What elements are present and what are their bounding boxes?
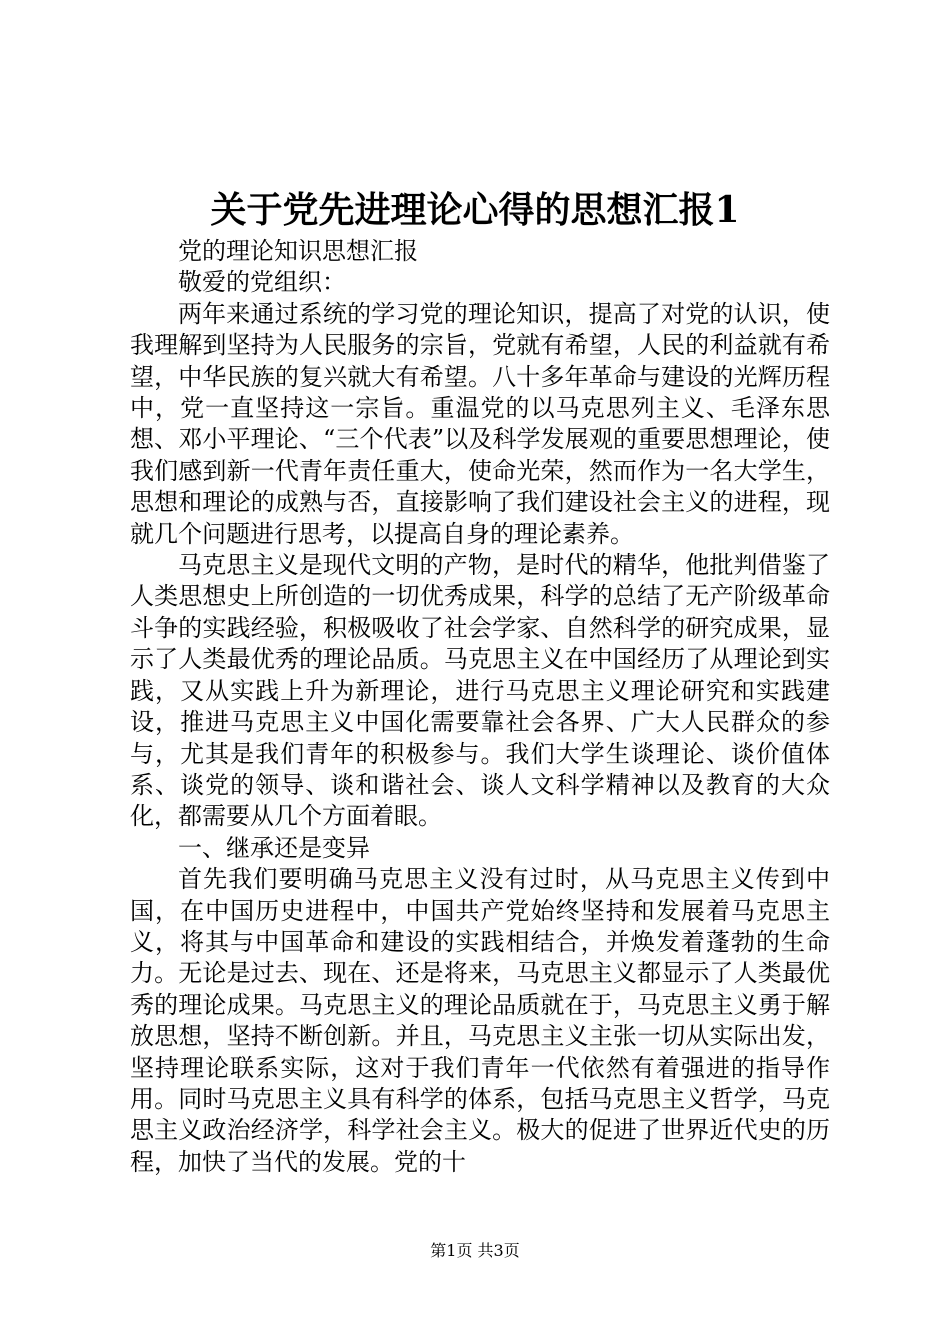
salutation-paragraph: 敬爱的党组织： (178, 268, 346, 297)
document-title: 关于党先进理论心得的思想汇报1 (210, 189, 740, 231)
section-heading: 一、继承还是变异 (178, 833, 370, 862)
document-body (130, 236, 830, 1178)
body-paragraph: 首先我们要明确马克思主义没有过时，从马克思主义传到中国，在中国历史进程中，中国共产党始终坚持和发展着马克思主义，将其与中国革命和建设的实践相结合，并焕发着蓬勃的生命力。无论是过去、现在、还是将来，马克思主义都显示了人类最优秀的理论成果。马克思主义的理论品质就在于，马克思主义勇于解放思想，坚持不断创新。并且，马克思主义主张一切从实际出发，坚持理论联系实际，这对于我们青年一代依然有着强进的指导作用。同时马克思主义具有科学的体系，包括马克思主义哲学，马克思主义政治经济学，科学社会主义。极大的促进了世界近代史的历程，加快了当代的发展。党的十 (130, 865, 830, 1176)
body-paragraph: 两年来通过系统的学习党的理论知识，提高了对党的认识，使我理解到坚持为人民服务的宗旨，党就有希望，人民的利益就有希望，中华民族的复兴就大有希望。八十多年革命与建设的光辉历程中，党一直坚持这一宗旨。重温党的以马克思列主义、毛泽东思想、邓小平理论、“三个代表”以及科学发展观的重要思想理论，使我们感到新一代青年责任重大，使命光荣，然而作为一名大学生，思想和理论的成熟与否，直接影响了我们建设社会主义的进程，现就几个问题进行思考，以提高自身的理论素养。 (130, 299, 830, 548)
page-footer: 第1页 共3页 (430, 1241, 520, 1260)
subtitle-paragraph: 党的理论知识思想汇报 (178, 237, 418, 265)
body-paragraph: 马克思主义是现代文明的产物，是时代的精华，他批判借鉴了人类思想史上所创造的一切优秀成果，科学的总结了无产阶级革命斗争的实践经验，积极吸收了社会学家、自然科学的研究成果，显示了人类最优秀的理论品质。马克思主义在中国经历了从理论到实践，又从实践上升为新理论，进行马克思主义理论研究和实践建设，推进马克思主义中国化需要靠社会各界、广大人民群众的参与，尤其是我们青年的积极参与。我们大学生谈理论、谈价值体系、谈党的领导、谈和谐社会、谈人文科学精神以及教育的大众化，都需要从几个方面着眼。 (130, 551, 830, 831)
